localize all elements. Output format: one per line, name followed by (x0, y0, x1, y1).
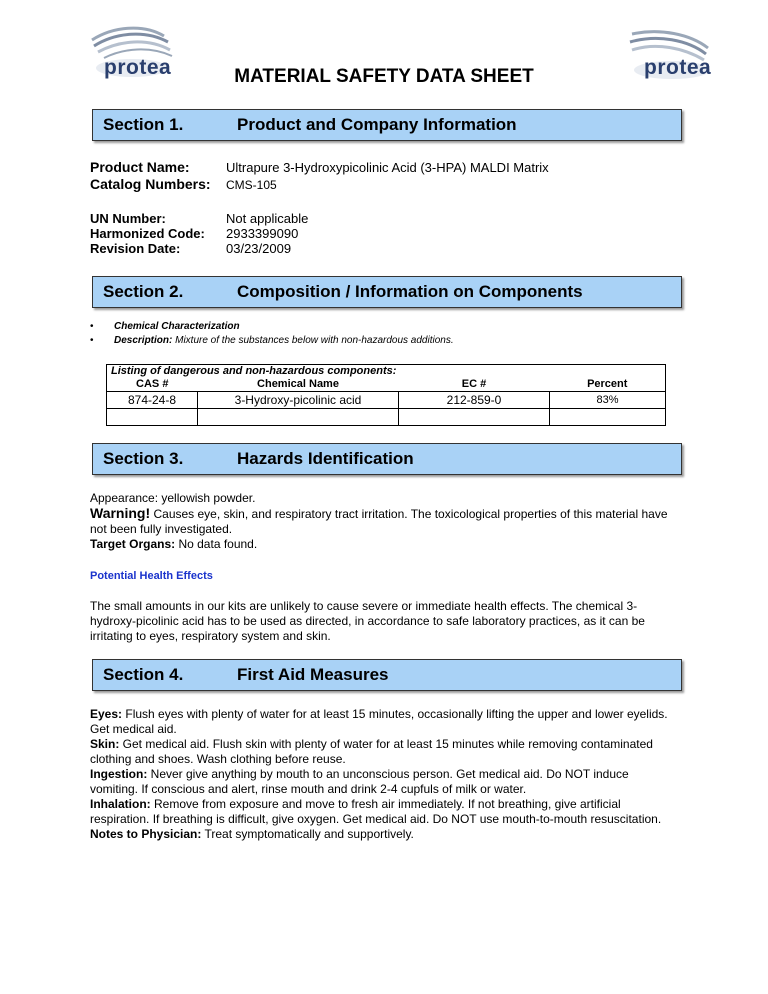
logo-left-text: protea (104, 56, 172, 79)
notes-text: Treat symptomatically and supportively. (201, 827, 414, 841)
inhalation-label: Inhalation: (90, 797, 151, 811)
catalog-label: Catalog Numbers: (90, 176, 211, 192)
hazards-block (90, 491, 680, 552)
ec-cell: 212-859-0 (399, 392, 550, 409)
chemical-name-cell: 3-Hydroxy-picolinic acid (198, 392, 399, 409)
document-title: MATERIAL SAFETY DATA SHEET (234, 66, 534, 87)
section-number: Section 4. (103, 665, 184, 684)
cas-cell: 874-24-8 (107, 392, 198, 409)
revision-date-label: Revision Date: (90, 241, 181, 256)
section-number: Section 2. (103, 282, 184, 301)
section-number: Section 3. (103, 449, 184, 468)
bullet-item: • Chemical Characterization (90, 321, 240, 332)
section-2-header (92, 276, 682, 308)
product-info (90, 159, 549, 194)
first-aid-block (90, 707, 680, 842)
warning-paragraph (90, 506, 680, 537)
warning-label: Warning! (90, 505, 151, 521)
skin-text: Get medical aid. Flush skin with plenty of water for at least 15 minutes while removing contaminated clothing and shoes. Wash clothing before reuse. (90, 737, 653, 766)
appearance-text: Appearance: yellowish powder. (90, 491, 256, 505)
regulatory-info (90, 211, 308, 256)
composition-bullets (90, 320, 454, 348)
target-organs-value: No data found. (175, 537, 258, 551)
section-title: Product and Company Information (237, 115, 517, 134)
table-caption: Listing of dangerous and non-hazardous components: (107, 365, 666, 378)
section-number: Section 1. (103, 115, 184, 134)
notes-label: Notes to Physician: (90, 827, 202, 841)
description-value: Mixture of the substances below with non-hazardous additions. (175, 335, 454, 346)
target-organs-label: Target Organs: (90, 537, 176, 551)
col-header-chemical-name: Chemical Name (257, 378, 339, 390)
eyes-text: Flush eyes with plenty of water for at least 15 minutes, occasionally lifting the upper and lower eyelids. Get medical aid. (90, 707, 668, 736)
section-title: Composition / Information on Components (237, 282, 583, 301)
product-name-label: Product Name: (90, 159, 190, 175)
bullet-item: • Description: Mixture of the substances below with non-hazardous additions. (90, 335, 454, 346)
description-label: Description: (114, 335, 173, 346)
health-effects-text: The small amounts in our kits are unlikely to cause severe or immediate health effects. The chemical 3-hydroxy-picolinic acid has to be used as directed, in accordance to safe laboratory practices, as it can be irritating to eyes, respiratory system and skin. (90, 599, 645, 643)
harmonized-code-value: 2933399090 (226, 226, 299, 241)
table-row-empty (107, 409, 666, 426)
section-3-header (92, 443, 682, 475)
percent-cell: 83% (550, 392, 666, 409)
chemical-characterization: Chemical Characterization (114, 321, 240, 332)
components-table (106, 364, 666, 426)
product-name-value: Ultrapure 3-Hydroxypicolinic Acid (3-HPA) MALDI Matrix (226, 160, 549, 175)
section-title: Hazards Identification (237, 449, 414, 468)
potential-health-effects-heading: Potential Health Effects (90, 570, 213, 582)
eyes-label: Eyes: (90, 707, 123, 721)
section-1-header (92, 109, 682, 141)
table-row (107, 392, 666, 409)
warning-text: Causes eye, skin, and respiratory tract irritation. The toxicological properties of this material have not been fully investigated. (90, 507, 668, 536)
target-organs (90, 537, 680, 552)
col-header-cas: CAS # (107, 377, 198, 392)
harmonized-code-label: Harmonized Code: (90, 226, 205, 241)
section-title: First Aid Measures (237, 665, 389, 684)
inhalation-text: Remove from exposure and move to fresh air immediately. If not breathing, give artificial respiration. If breathing is difficult, give oxygen. Get medical aid. Do NOT use mouth-to-mouth resuscitation. (90, 797, 662, 826)
un-number-label: UN Number: (90, 211, 166, 226)
col-header-ec: EC # (461, 378, 487, 390)
un-number-value: Not applicable (226, 211, 309, 226)
table-header-row (107, 377, 666, 392)
ingestion-label: Ingestion: (90, 767, 148, 781)
revision-date-value: 03/23/2009 (226, 241, 292, 256)
logo-right-text: protea (644, 56, 712, 79)
catalog-value: CMS-105 (226, 178, 277, 192)
ingestion-text: Never give anything by mouth to an unconscious person. Get medical aid. Do NOT induce vomiting. If conscious and alert, rinse mouth and drink 2-4 cupfuls of milk or water. (90, 767, 629, 796)
skin-label: Skin: (90, 737, 120, 751)
section-4-header (92, 659, 682, 691)
col-header-percent: Percent (550, 377, 666, 392)
